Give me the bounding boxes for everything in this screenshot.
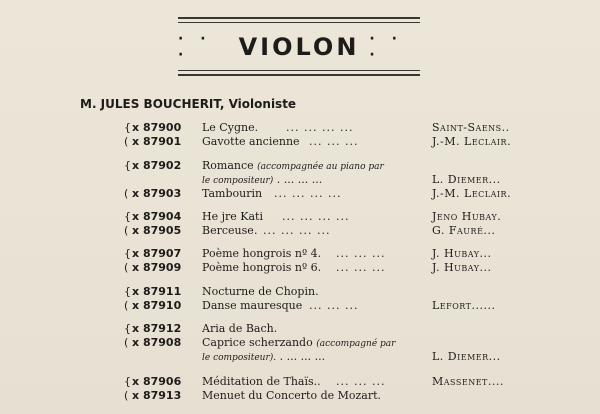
composer-name: J. Hubay... [432,247,492,260]
leader-dots: ... ... ... [336,247,386,260]
section-heading [178,30,420,64]
brace-mark: ( [124,135,129,148]
record-title: Caprice scherzando (accompagné par [202,336,396,349]
catalog-number: x 87907 [132,247,182,260]
brace-mark: ( [124,224,129,237]
top-rule-lower [178,22,420,23]
record-title: Romance (accompagnée au piano par [202,159,384,172]
leader-dots: ... ... ... ... [286,121,354,134]
composer-name: Massenet.... [432,375,504,388]
brace-mark: { [124,247,131,260]
record-note: le compositeur). . ... ... ... [202,350,326,363]
brace-mark: ( [124,261,129,274]
record-title: Gavotte ancienne [202,135,300,148]
composer-name: Jeno Hubay. [432,210,502,223]
composer-name: J.-M. Leclair. [432,187,512,200]
record-title: Danse mauresque [202,299,303,312]
record-title: Poème hongrois nº 4. [202,247,322,260]
brace-mark: { [124,210,131,223]
record-title: Poème hongrois nº 6. [202,261,322,274]
leader-dots: ... ... ... [309,135,359,148]
brace-mark: ( [124,389,129,402]
catalog-number: x 87912 [132,322,182,335]
brace-mark: { [124,159,131,172]
catalog-number: x 87905 [132,224,182,237]
heading-dots-left: · · · [178,31,212,63]
catalog-number: x 87908 [132,336,182,349]
catalog-number: x 87911 [132,285,182,298]
composer-name: Saint-Saens.. [432,121,510,134]
composer-name: J.-M. Leclair. [432,135,512,148]
record-title: Méditation de Thaïs.. [202,375,321,388]
composer-name: Lefort...... [432,299,496,312]
composer-name: L. Diemer... [432,350,501,363]
record-title: Berceuse [202,224,254,237]
brace-mark: ( [124,187,129,200]
artist-name: M. JULES BOUCHERIT, Violoniste [80,97,297,111]
brace-mark: { [124,285,131,298]
brace-mark: ( [124,336,129,349]
bottom-rule-lower [178,74,420,76]
catalog-number: x 87903 [132,187,182,200]
section-title: VIOLON [238,33,360,61]
record-title: Le Cygne. [202,121,259,134]
record-title: Tambourin [202,187,263,200]
leader-dots: . ... ... ... ... [254,224,331,237]
composer-name: J. Hubay... [432,261,492,274]
leader-dots: ... ... ... ... [274,187,342,200]
composer-name: G. Fauré... [432,224,496,237]
record-note: le compositeur) . ... ... ... [202,173,323,186]
catalog-number: x 87904 [132,210,182,223]
leader-dots: ... ... ... [336,261,386,274]
catalog-number: x 87901 [132,135,182,148]
record-title: He jre Kati [202,210,263,223]
catalog-number: x 87906 [132,375,182,388]
leader-dots: ... ... ... [309,299,359,312]
heading-dots-right: · · · [369,31,403,63]
top-rule-upper [178,17,420,19]
catalog-number: x 87910 [132,299,182,312]
leader-dots: ... ... ... ... [282,210,350,223]
brace-mark: { [124,121,131,134]
catalog-number: x 87900 [132,121,182,134]
bottom-rule-upper [178,70,420,71]
composer-name: L. Diemer... [432,173,501,186]
catalog-number: x 87909 [132,261,182,274]
leader-dots: ... ... ... [336,375,386,388]
record-title: Nocturne de Chopin. [202,285,319,298]
brace-mark: { [124,375,131,388]
brace-mark: ( [124,299,129,312]
brace-mark: { [124,322,131,335]
catalog-number: x 87913 [132,389,182,402]
record-title: Aria de Bach. [202,322,278,335]
record-title: Menuet du Concerto de Mozart. [202,389,382,402]
catalog-number: x 87902 [132,159,182,172]
